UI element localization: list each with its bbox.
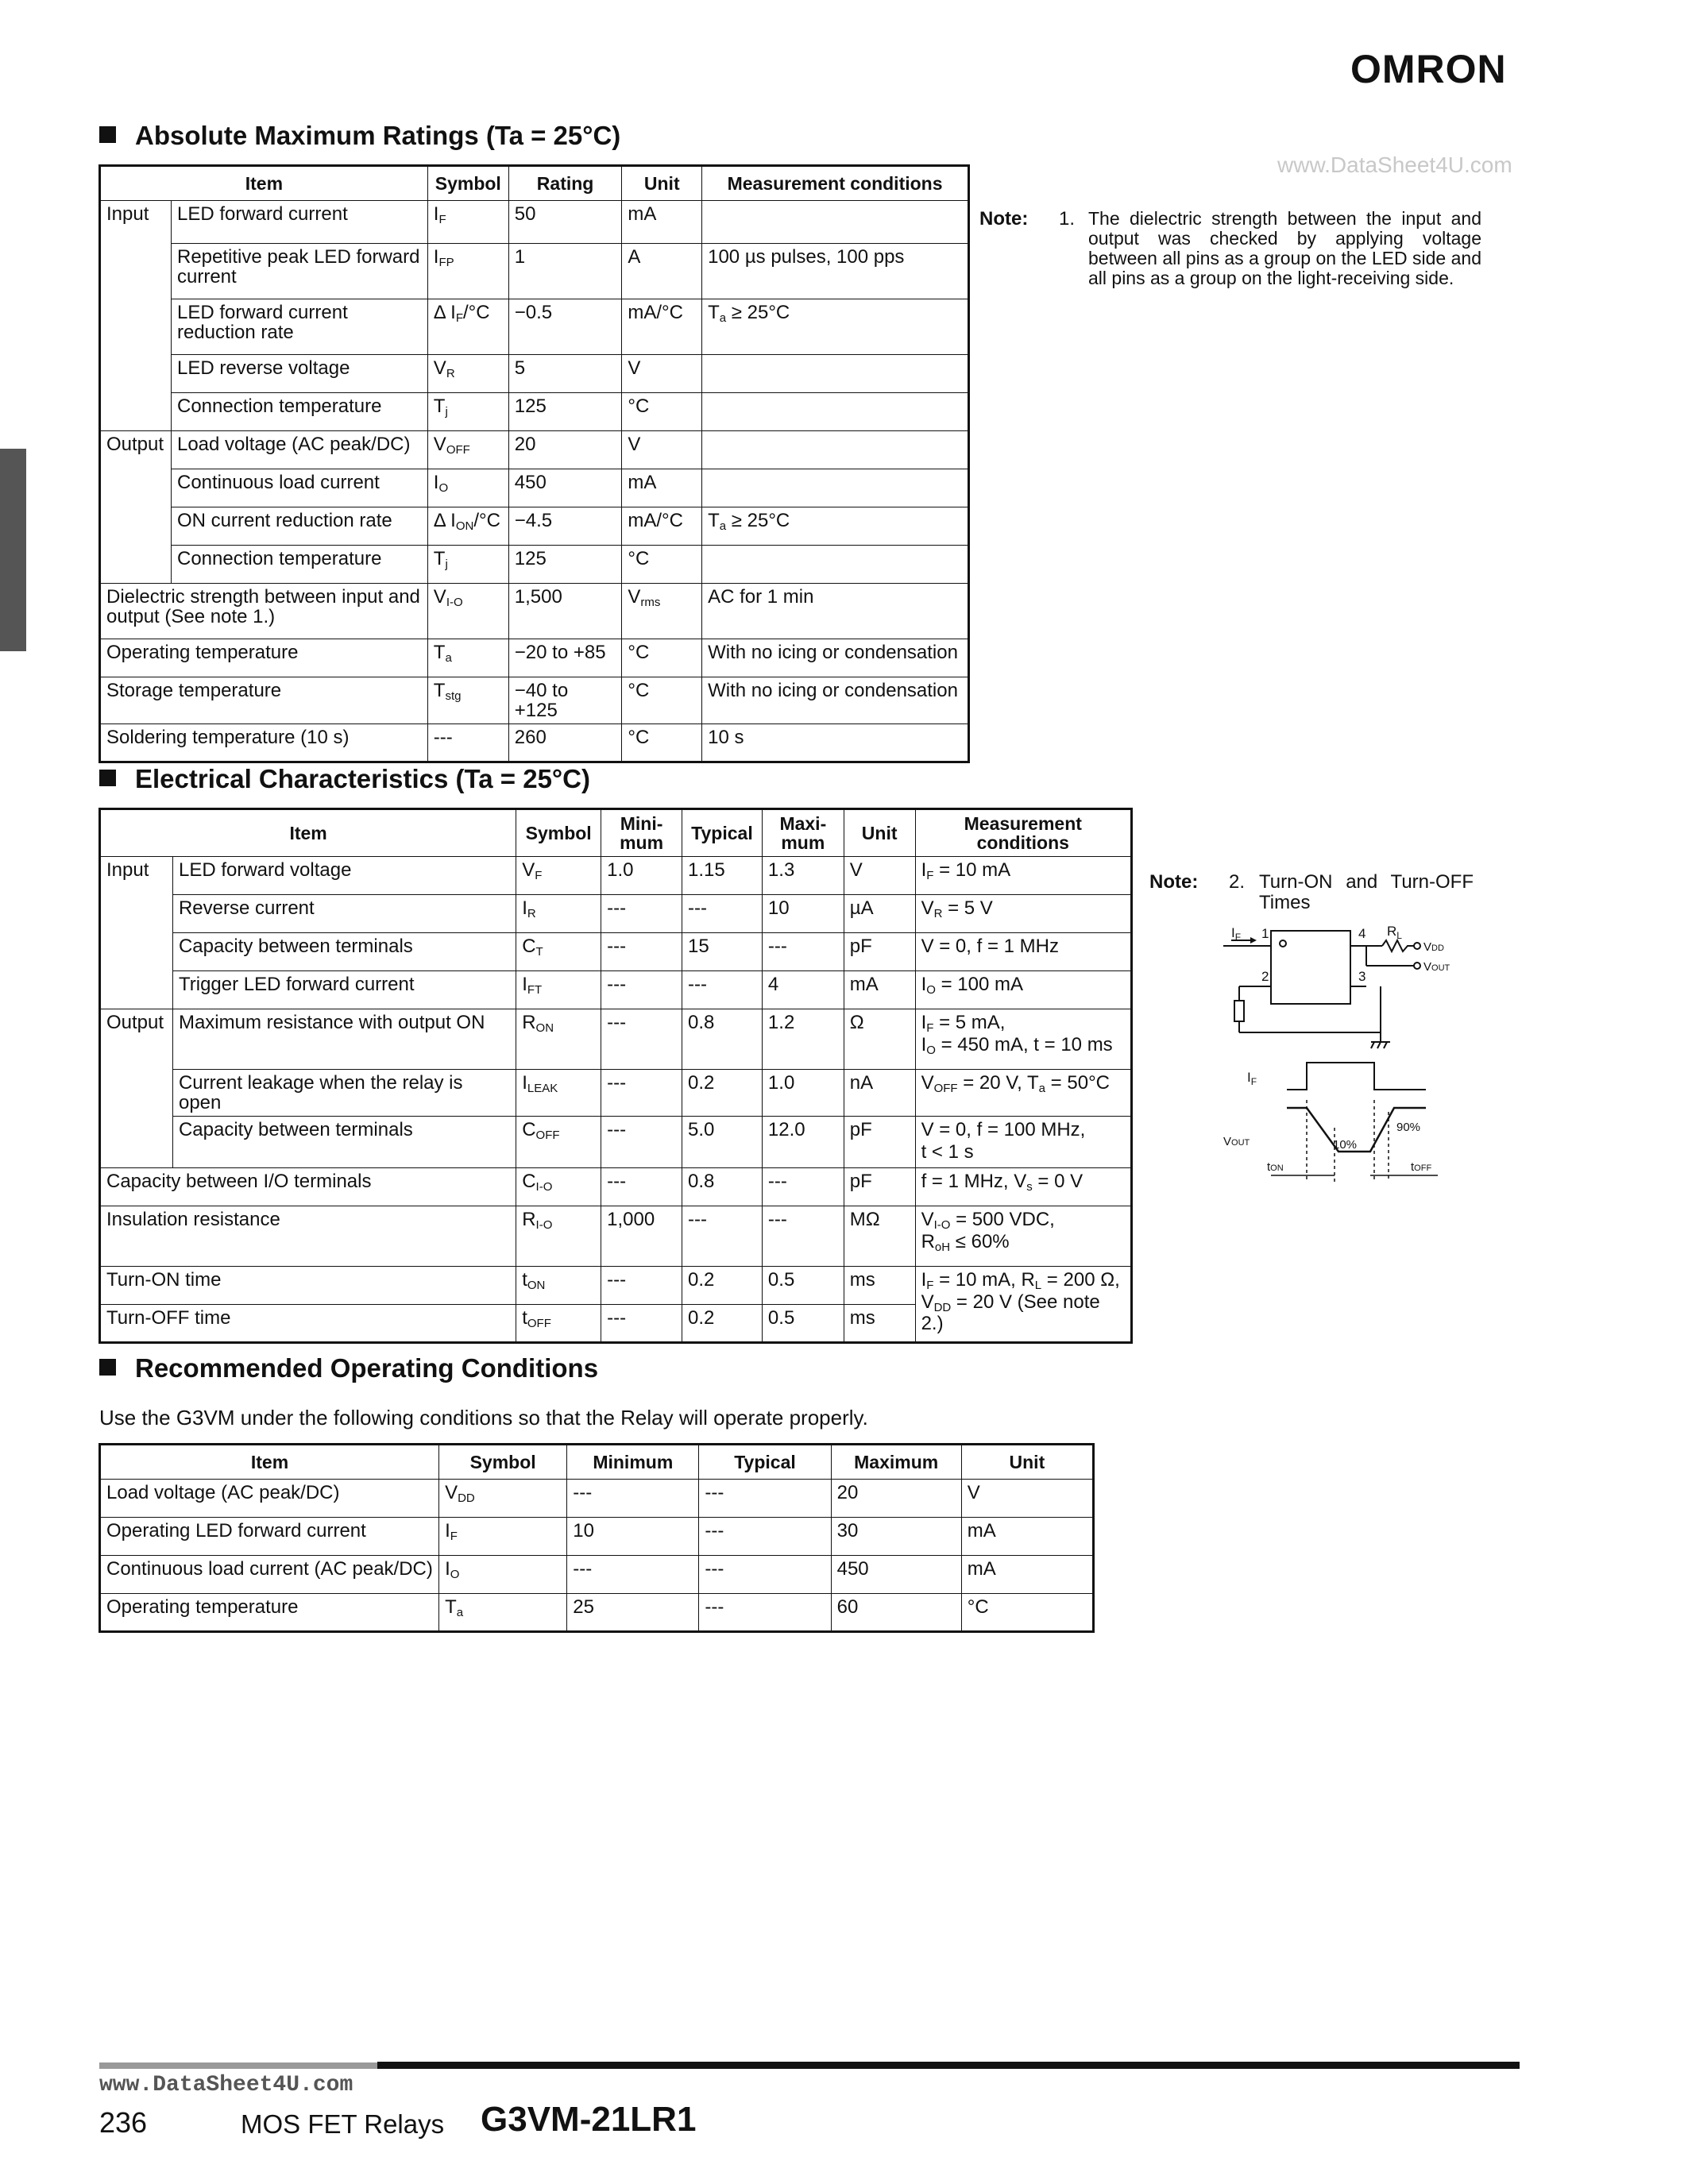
conditions-cell: $I_O = 100$ mA — [915, 971, 1131, 1009]
brand-logo: OMRON — [1350, 47, 1507, 91]
col-header-conditions: Measurement conditions — [702, 166, 969, 201]
max-cell: 1.2 — [762, 1009, 844, 1070]
unit-cell: °C — [961, 1594, 1093, 1632]
item-cell: Capacity between terminals — [172, 1117, 516, 1168]
conditions-cell: AC for 1 min — [702, 584, 969, 639]
conditions-cell: V = 0, f = 1 MHz — [915, 933, 1131, 971]
note2-text: Turn-ON and Turn-OFF Times — [1259, 871, 1474, 913]
table-row — [100, 393, 969, 431]
unit-cell: V — [961, 1480, 1093, 1518]
col-header-typical: Typical — [699, 1445, 831, 1480]
typ-cell: --- — [699, 1518, 831, 1556]
relay-package — [1271, 931, 1350, 1004]
table-row — [100, 1594, 1094, 1632]
min-cell: --- — [601, 1009, 682, 1070]
item-cell: Continuous load current (AC peak/DC) — [100, 1556, 439, 1594]
bullet-square-icon — [99, 1359, 116, 1376]
typ-cell: --- — [682, 971, 762, 1009]
ec-table — [98, 808, 1133, 1344]
pin3-label: 3 — [1358, 969, 1366, 984]
table-row — [100, 724, 969, 762]
item-cell: Storage temperature — [100, 677, 428, 724]
rating-cell: −0.5 — [508, 299, 622, 355]
item-cell: Trigger LED forward current — [172, 971, 516, 1009]
amr-section-title: Absolute Maximum Ratings (Ta = 25°C) — [99, 121, 620, 151]
pct10-label: 10% — [1333, 1138, 1358, 1152]
item-cell: Maximum resistance with output ON — [172, 1009, 516, 1070]
table-row — [100, 299, 969, 355]
max-cell: --- — [762, 1206, 844, 1266]
item-cell: Operating temperature — [100, 639, 428, 677]
symbol-cell: $C_{I-O}$ — [516, 1167, 601, 1206]
note1-label: Note: — [979, 208, 1029, 230]
col-header-symbol: Symbol — [439, 1445, 567, 1480]
table-row — [100, 1480, 1094, 1518]
max-cell: 1.3 — [762, 857, 844, 895]
min-cell: 1,000 — [601, 1206, 682, 1266]
min-cell: --- — [567, 1480, 699, 1518]
item-cell: Capacity between terminals — [172, 933, 516, 971]
rating-cell: 260 — [508, 724, 622, 762]
item-cell: Dielectric strength between input and output (See note 1.) — [100, 584, 428, 639]
wave-if-label: $I_F$ — [1247, 1070, 1257, 1087]
min-cell: --- — [601, 933, 682, 971]
symbol-cell: $I_O$ — [439, 1556, 567, 1594]
conditions-cell: $I_F = 10$ mA — [915, 857, 1131, 895]
group-cell — [100, 1117, 173, 1168]
typ-cell: --- — [682, 1206, 762, 1266]
amr-table — [98, 164, 970, 763]
item-cell: LED forward current reduction rate — [171, 299, 427, 355]
unit-cell: ms — [844, 1266, 915, 1304]
rating-cell: −40 to +125 — [508, 677, 622, 724]
col-header-unit: Unit — [844, 809, 915, 857]
table-row — [100, 1117, 1132, 1168]
min-cell: --- — [567, 1556, 699, 1594]
group-cell — [100, 546, 172, 584]
symbol-cell: $I_{FP}$ — [427, 244, 508, 299]
symbol-cell: $I_F$ — [427, 201, 508, 244]
note2-label: Note: — [1149, 871, 1199, 893]
symbol-cell: $C_{OFF}$ — [516, 1117, 601, 1168]
table-row — [100, 1266, 1132, 1304]
unit-cell: mA — [622, 469, 702, 507]
group-cell — [100, 244, 172, 299]
symbol-cell: --- — [427, 724, 508, 762]
conditions-cell — [702, 201, 969, 244]
table-row — [100, 1167, 1132, 1206]
roc-section-title: Recommended Operating Conditions — [99, 1353, 598, 1383]
rating-cell: 1,500 — [508, 584, 622, 639]
item-cell: Turn-ON time — [100, 1266, 516, 1304]
item-cell: Soldering temperature (10 s) — [100, 724, 428, 762]
rating-cell: 125 — [508, 393, 622, 431]
col-header-item: Item — [100, 1445, 439, 1480]
col-header-maximum: Maxi-mum — [762, 809, 844, 857]
group-cell — [100, 971, 173, 1009]
max-cell: --- — [762, 1167, 844, 1206]
max-cell: 450 — [831, 1556, 961, 1594]
ec-section-title: Electrical Characteristics (Ta = 25°C) — [99, 764, 590, 794]
max-cell: 4 — [762, 971, 844, 1009]
unit-cell: V — [622, 355, 702, 393]
symbol-cell: $I_F$ — [439, 1518, 567, 1556]
unit-cell: mA/°C — [622, 507, 702, 546]
rating-cell: 50 — [508, 201, 622, 244]
conditions-cell — [702, 355, 969, 393]
unit-cell: Ω — [844, 1009, 915, 1070]
symbol-cell: $I_{LEAK}$ — [516, 1070, 601, 1117]
min-cell: 1.0 — [601, 857, 682, 895]
conditions-cell: $I_F = 10$ mA, $R_L = 200$ Ω, $V_{DD} = 20$ V (See note 2.) — [915, 1266, 1131, 1342]
item-cell: Load voltage (AC peak/DC) — [100, 1480, 439, 1518]
if-label: $I_F$ — [1231, 925, 1242, 943]
item-cell: LED forward voltage — [172, 857, 516, 895]
group-cell — [100, 355, 172, 393]
symbol-cell: $I_R$ — [516, 895, 601, 933]
item-cell: Current leakage when the relay is open — [172, 1070, 516, 1117]
vdd-label: VDD — [1423, 940, 1444, 954]
symbol-cell: $t_{OFF}$ — [516, 1304, 601, 1342]
unit-cell: °C — [622, 546, 702, 584]
rating-cell: 20 — [508, 431, 622, 469]
table-row — [100, 895, 1132, 933]
bullet-square-icon — [99, 770, 116, 786]
col-header-typical: Typical — [682, 809, 762, 857]
toff-label: tOFF — [1411, 1160, 1432, 1174]
conditions-cell: $T_a \ge 25^\circ C$ — [702, 507, 969, 546]
footer-bar — [377, 2062, 1520, 2069]
arrow-right-icon — [1250, 937, 1257, 943]
bullet-square-icon — [99, 126, 116, 143]
item-cell: Connection temperature — [171, 393, 427, 431]
unit-cell: $V_{rms}$ — [622, 584, 702, 639]
table-row — [100, 1070, 1132, 1117]
conditions-cell — [702, 546, 969, 584]
unit-cell: pF — [844, 1167, 915, 1206]
min-cell: --- — [601, 971, 682, 1009]
rating-cell: 125 — [508, 546, 622, 584]
unit-cell: ms — [844, 1304, 915, 1342]
max-cell: 0.5 — [762, 1266, 844, 1304]
sidebar-tab — [0, 449, 26, 651]
symbol-cell: $R_{I-O}$ — [516, 1206, 601, 1266]
symbol-cell: $V_{OFF}$ — [427, 431, 508, 469]
footer-bar — [99, 2062, 377, 2069]
group-cell: Input — [100, 857, 173, 895]
min-cell: 25 — [567, 1594, 699, 1632]
unit-cell: mA — [622, 201, 702, 244]
symbol-cell: $V_{DD}$ — [439, 1480, 567, 1518]
typ-cell: 0.2 — [682, 1304, 762, 1342]
col-header-item: Item — [100, 809, 516, 857]
max-cell: --- — [762, 933, 844, 971]
unit-cell: V — [844, 857, 915, 895]
unit-cell: A — [622, 244, 702, 299]
page-number: 236 — [99, 2106, 148, 2139]
table-row — [100, 677, 969, 724]
symbol-cell: $T_j$ — [427, 546, 508, 584]
unit-cell: mA/°C — [622, 299, 702, 355]
item-cell: Load voltage (AC peak/DC) — [171, 431, 427, 469]
ton-label: tON — [1267, 1160, 1284, 1174]
min-cell: --- — [601, 1070, 682, 1117]
conditions-cell: $I_F = 5$ mA, $I_O = 450$ mA, t = 10 ms — [915, 1009, 1131, 1070]
table-row — [100, 1009, 1132, 1070]
load-resistor-icon — [1382, 940, 1414, 951]
unit-cell: mA — [961, 1556, 1093, 1594]
table-row — [100, 546, 969, 584]
typ-cell: --- — [682, 895, 762, 933]
rating-cell: −4.5 — [508, 507, 622, 546]
col-header-symbol: Symbol — [516, 809, 601, 857]
min-cell: --- — [601, 1304, 682, 1342]
unit-cell: mA — [844, 971, 915, 1009]
symbol-cell: Δ $I_F/^\circ C$ — [427, 299, 508, 355]
conditions-cell: $T_a \ge 25^\circ C$ — [702, 299, 969, 355]
min-cell: --- — [601, 895, 682, 933]
conditions-cell — [702, 469, 969, 507]
table-row — [100, 584, 969, 639]
min-cell: 10 — [567, 1518, 699, 1556]
table-row — [100, 933, 1132, 971]
symbol-cell: $T_j$ — [427, 393, 508, 431]
unit-cell: pF — [844, 1117, 915, 1168]
unit-cell: °C — [622, 677, 702, 724]
roc-table — [98, 1443, 1095, 1633]
item-cell: ON current reduction rate — [171, 507, 427, 546]
typ-cell: --- — [699, 1556, 831, 1594]
symbol-cell: Δ $I_{ON}/^\circ C$ — [427, 507, 508, 546]
col-header-minimum: Mini-mum — [601, 809, 682, 857]
typ-cell: 0.8 — [682, 1009, 762, 1070]
table-row — [100, 1518, 1094, 1556]
group-cell — [100, 933, 173, 971]
item-cell: Turn-OFF time — [100, 1304, 516, 1342]
unit-cell: pF — [844, 933, 915, 971]
group-cell — [100, 299, 172, 355]
symbol-cell: $I_O$ — [427, 469, 508, 507]
note1-number: 1. — [1059, 208, 1076, 230]
item-cell: LED forward current — [171, 201, 427, 244]
typ-cell: 0.2 — [682, 1070, 762, 1117]
max-cell: 10 — [762, 895, 844, 933]
max-cell: 0.5 — [762, 1304, 844, 1342]
symbol-cell: $T_a$ — [427, 639, 508, 677]
footer-watermark-link[interactable]: www.DataSheet4U.com — [99, 2073, 353, 2097]
unit-cell: °C — [622, 639, 702, 677]
pin1-mark-icon — [1280, 940, 1286, 947]
col-header-maximum: Maximum — [831, 1445, 961, 1480]
conditions-cell: f = 1 MHz, $V_s = 0$ V — [915, 1167, 1131, 1206]
typ-cell: 5.0 — [682, 1117, 762, 1168]
rating-cell: −20 to +85 — [508, 639, 622, 677]
rating-cell: 450 — [508, 469, 622, 507]
rl-label: $R_L$ — [1387, 924, 1402, 941]
table-row — [100, 857, 1132, 895]
symbol-cell: $V_{I-O}$ — [427, 584, 508, 639]
symbol-cell: $C_T$ — [516, 933, 601, 971]
unit-cell: °C — [622, 724, 702, 762]
pin2-label: 2 — [1261, 969, 1269, 984]
conditions-cell: $V_{I-O} = 500$ VDC, $R_{oH} \le 60\%$ — [915, 1206, 1131, 1266]
min-cell: --- — [601, 1266, 682, 1304]
max-cell: 30 — [831, 1518, 961, 1556]
watermark-link[interactable]: www.DataSheet4U.com — [1277, 152, 1512, 177]
col-header-unit: Unit — [961, 1445, 1093, 1480]
conditions-cell: $V_R = 5$ V — [915, 895, 1131, 933]
item-cell: LED reverse voltage — [171, 355, 427, 393]
conditions-cell: V = 0, f = 100 MHz, t < 1 s — [915, 1117, 1131, 1168]
table-row — [100, 469, 969, 507]
wave-vout-label: VOUT — [1223, 1135, 1250, 1148]
col-header-unit: Unit — [622, 166, 702, 201]
table-row — [100, 244, 969, 299]
note2-number: 2. — [1229, 871, 1246, 893]
group-cell — [100, 895, 173, 933]
item-cell: Insulation resistance — [100, 1206, 516, 1266]
turn-on-off-diagram — [1223, 921, 1485, 1191]
max-cell: 1.0 — [762, 1070, 844, 1117]
typ-cell: 1.15 — [682, 857, 762, 895]
col-header-item: Item — [100, 166, 428, 201]
symbol-cell: $t_{ON}$ — [516, 1266, 601, 1304]
min-cell: --- — [601, 1167, 682, 1206]
unit-cell: MΩ — [844, 1206, 915, 1266]
unit-cell: µA — [844, 895, 915, 933]
group-cell — [100, 1070, 173, 1117]
max-cell: 20 — [831, 1480, 961, 1518]
item-cell: Repetitive peak LED forward current — [171, 244, 427, 299]
vout-label: VOUT — [1423, 960, 1450, 974]
max-cell: 12.0 — [762, 1117, 844, 1168]
item-cell: Operating temperature — [100, 1594, 439, 1632]
table-row — [100, 1206, 1132, 1266]
symbol-cell: $T_a$ — [439, 1594, 567, 1632]
rating-cell: 5 — [508, 355, 622, 393]
group-cell — [100, 507, 172, 546]
conditions-cell: With no icing or condensation — [702, 639, 969, 677]
conditions-cell: With no icing or condensation — [702, 677, 969, 724]
min-cell: --- — [601, 1117, 682, 1168]
col-header-minimum: Minimum — [567, 1445, 699, 1480]
group-cell: Input — [100, 201, 172, 244]
typ-cell: --- — [699, 1594, 831, 1632]
item-cell: Operating LED forward current — [100, 1518, 439, 1556]
group-cell — [100, 469, 172, 507]
resistor-icon — [1234, 1001, 1244, 1021]
group-cell — [100, 393, 172, 431]
table-row — [100, 355, 969, 393]
note1-text: The dielectric strength between the input and output was checked by applying voltage between all pins as a group on the LED side and all pins as a group on the light-receiving side. — [1088, 208, 1481, 288]
symbol-cell: $T_{stg}$ — [427, 677, 508, 724]
table-row — [100, 201, 969, 244]
item-cell: Reverse current — [172, 895, 516, 933]
table-row — [100, 507, 969, 546]
group-cell: Output — [100, 431, 172, 469]
pin4-label: 4 — [1358, 926, 1366, 941]
conditions-cell — [702, 393, 969, 431]
pin1-label: 1 — [1261, 926, 1269, 941]
symbol-cell: $R_{ON}$ — [516, 1009, 601, 1070]
symbol-cell: $I_{FT}$ — [516, 971, 601, 1009]
conditions-cell: 100 µs pulses, 100 pps — [702, 244, 969, 299]
col-header-rating: Rating — [508, 166, 622, 201]
table-row — [100, 1556, 1094, 1594]
table-row — [100, 639, 969, 677]
unit-cell: V — [622, 431, 702, 469]
item-cell: Capacity between I/O terminals — [100, 1167, 516, 1206]
col-header-symbol: Symbol — [427, 166, 508, 201]
symbol-cell: $V_R$ — [427, 355, 508, 393]
unit-cell: mA — [961, 1518, 1093, 1556]
conditions-cell: 10 s — [702, 724, 969, 762]
unit-cell: nA — [844, 1070, 915, 1117]
roc-intro: Use the G3VM under the following conditions so that the Relay will operate properly. — [99, 1406, 868, 1430]
symbol-cell: $V_F$ — [516, 857, 601, 895]
pct90-label: 90% — [1396, 1121, 1421, 1134]
conditions-cell — [702, 431, 969, 469]
typ-cell: 0.2 — [682, 1266, 762, 1304]
max-cell: 60 — [831, 1594, 961, 1632]
typ-cell: 0.8 — [682, 1167, 762, 1206]
product-series: MOS FET Relays — [241, 2109, 445, 2139]
item-cell: Continuous load current — [171, 469, 427, 507]
typ-cell: --- — [699, 1480, 831, 1518]
typ-cell: 15 — [682, 933, 762, 971]
conditions-cell: $V_{OFF} = 20$ V, $T_a = 50^\circ C$ — [915, 1070, 1131, 1117]
rating-cell: 1 — [508, 244, 622, 299]
group-cell: Output — [100, 1009, 173, 1070]
table-row — [100, 971, 1132, 1009]
item-cell: Connection temperature — [171, 546, 427, 584]
col-header-conditions: Measurement conditions — [915, 809, 1131, 857]
if-waveform — [1287, 1063, 1426, 1090]
product-model: G3VM-21LR1 — [481, 2100, 697, 2139]
unit-cell: °C — [622, 393, 702, 431]
table-row — [100, 431, 969, 469]
